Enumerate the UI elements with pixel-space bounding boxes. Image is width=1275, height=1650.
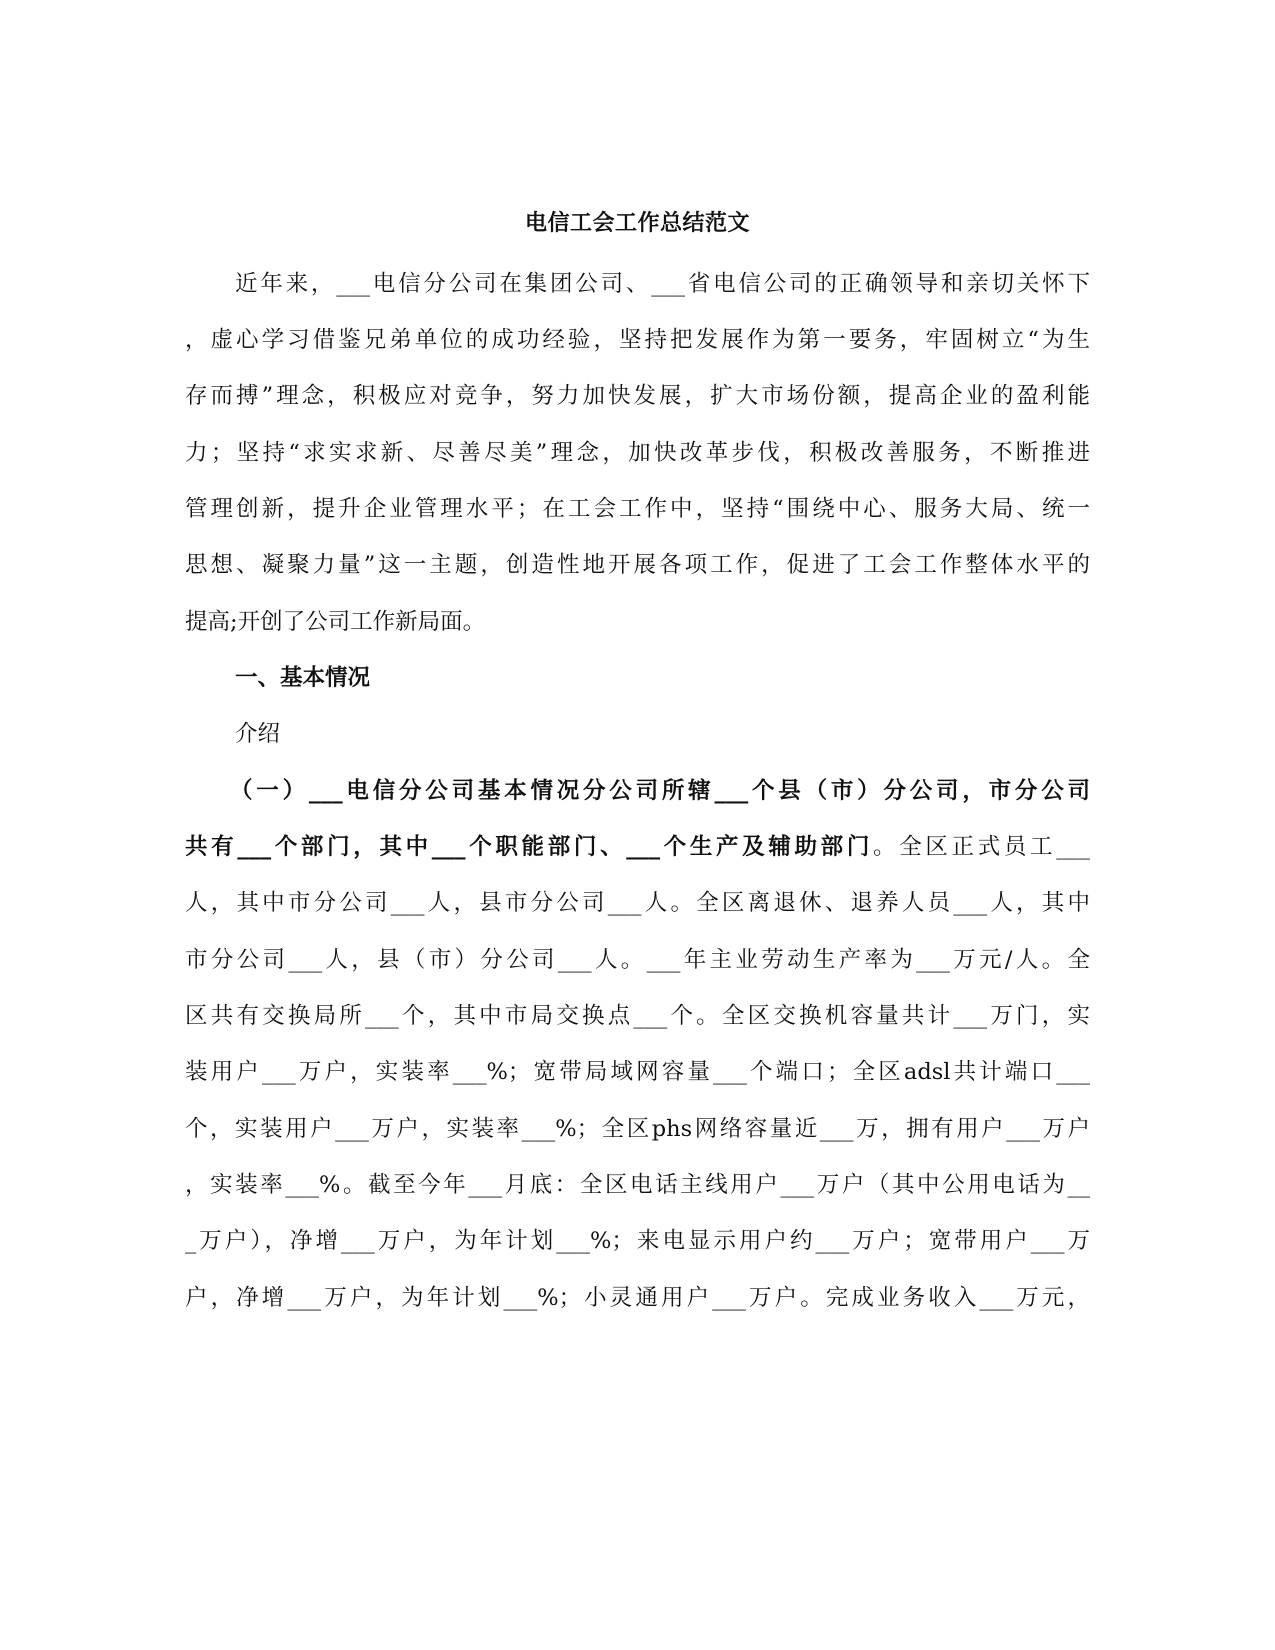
body-line: 装用户___万户，实装率___%；宽带局域网容量___个端口；全区adsl共计端口___ [185,1059,1090,1085]
subsection-heading-cont [185,827,1090,867]
body-line: 人，其中市分公司___人，县市分公司___人。全区离退休、退养人员___人，其中 [185,890,1090,916]
intro-line: 力；坚持“求实求新、尽善尽美”理念，加快改革步伐，积极改善服务，不断推进 [185,440,1090,466]
intro-line: 思想、凝聚力量”这一主题，创造性地开展各项工作，促进了工会工作整体水平的 [185,552,1090,578]
body-line: 区共有交换局所___个，其中市局交换点___个。全区交换机容量共计___万门，实 [185,1003,1090,1029]
body-line: ，实装率___%。截至今年___月底：全区电话主线用户___万户（其中公用电话为__ [185,1172,1090,1198]
subsection-heading-rest: 。全区正式员工___ [873,834,1090,860]
intro-line: ，虚心学习借鉴兄弟单位的成功经验，坚持把发展作为第一要务，牢固树立“为生 [185,327,1090,353]
document-title: 电信工会工作总结范文 [524,210,750,236]
intro-line: 管理创新，提升企业管理水平；在工会工作中，坚持“围绕中心、服务大局、统一 [185,496,1090,522]
subsection-heading: （一）___电信分公司基本情况分公司所辖___个县（市）分公司，市分公司 [230,778,1090,804]
body-line: _万户），净增___万户，为年计划___%；来电显示用户约___万户；宽带用户___万 [185,1228,1090,1254]
intro-line: 存而搏”理念，积极应对竞争，努力加快发展，扩大市场份额，提高企业的盈利能 [185,383,1090,409]
section-heading: 一、基本情况 [235,665,371,691]
body-line: 市分公司___人，县（市）分公司___人。___年主业劳动生产率为___万元/人。全 [185,947,1090,973]
body-line: 个，实装用户___万户，实装率___%；全区phs网络容量近___万，拥有用户___万户 [185,1116,1090,1142]
subsection-heading-bold: 共有___个部门，其中___个职能部门、___个生产及辅助部门 [185,834,874,860]
intro-line: 近年来，___电信分公司在集团公司、___省电信公司的正确领导和亲切关怀下 [235,271,1090,297]
body-line: 户，净增___万户，为年计划___%；小灵通用户___万户。完成业务收入___万元， [185,1285,1090,1311]
section-subheading: 介绍 [235,721,281,747]
intro-line: 提高;开创了公司工作新局面。 [185,609,486,635]
